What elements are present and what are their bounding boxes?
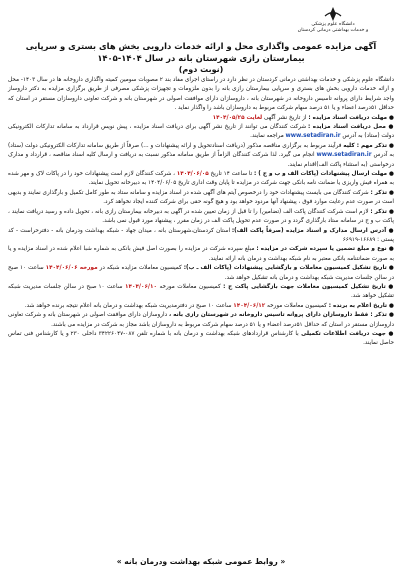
- logo-line-2: و خدمات بهداشتی درمانی کردستان: [297, 28, 369, 33]
- notice-item: [6, 283, 396, 302]
- item-text: کمیسیون معاملات مزایده شبکه در: [97, 265, 184, 272]
- notice-item: [6, 227, 396, 246]
- item-text: تا ساعت ۱۴ تاریخ: [208, 171, 255, 178]
- item-label: محل دریافت اسناد مزایده :: [307, 124, 386, 131]
- item-label: تاریخ اعلام به برنده :: [328, 302, 388, 309]
- bullet-icon: ●: [386, 265, 395, 272]
- item-text: کمیسیون معاملات مورخه: [265, 302, 329, 309]
- bullet-icon: ●: [385, 330, 395, 337]
- bullet-icon: ●: [386, 227, 394, 234]
- item-text: لازم است شرکت کنندگان پاکت الف (تضامین) را تا قبل از زمان تعیین شده در آگهی به دبیرخانه بیمارستان رازی بانه ، تحویل داده و رسید دریافت نمایند ، پاکت ب و ج در سامانه ستاد بارگذاری گردد و در صورت عدم تحویل پاکت الف در زمان مقرر ، پیشنهاد مورد قبول نمی باشد.: [8, 208, 394, 225]
- notice-intro: دانشگاه علوم پزشکی و خدمات بهداشتی درمانی کردستان در نظر دارد در راستای اجرای مفاد بند ۲ مصوبات سومین کمیته واگذاری داروخانه ها در سال ۱۴۰۳- محل و ارائه خدمات دارویی بخش های بستری و سرپایی بیمارستان رازی بانه را بدون ملزومات و تجهیزات پزشکی مصرفی از طریق برگزاری مزایده به دکتر داروساز واجد شرایط دارای پروانه تاسیس داروخانه در شهرستان بانه ، داروسازان دارای موافقت اصولی در شهرستان بانه و شرکت تعاونی داروسازان مستقر در استان که حداقل ۵۱درصد اعضاء و یا ۵۱ درصد سهام شرکت مربوط به داروسازان باشد را واگذار نماید .: [8, 77, 395, 112]
- bullet-icon: ●: [386, 246, 395, 253]
- item-extra: ساعت ۱۰ صبح در سالن جلسات مدیریت شبکه بهداشت و درمان بانه تشکیل خواهد شد.: [8, 265, 394, 281]
- item-highlight: لغایت ۱۴۰۴/۰۵/۲۵: [212, 114, 263, 121]
- item-label: آدرس ارسال مدارک و اسناد مزایده (صرفاً پاکت الف):: [231, 227, 387, 234]
- item-label: تاریخ تشکیل کمیسیون معاملات جهت بازگشایی پاکت ج :: [223, 283, 386, 290]
- item-text: مبلغ سپرده شرکت در مزایده را بصورت اصل فیش بانکی به شماره شبا اعلام شده در اسناد مزایده و یا به صورت ضمانتنامه بانکی معتبر به نام شبکه بهداشت و درمان بانه ارائه نمایند.: [8, 246, 394, 262]
- bullet-icon: ●: [386, 312, 394, 319]
- notice-item: [6, 264, 396, 283]
- notice-item: [6, 170, 396, 189]
- item-text: شرکت کنندگان می توانند از تاریخ نشر آگهی برای دریافت اسناد مزایده ، پیش نویس قرارداد به سامانه تدارکات الکترونیکی دولت (ستاد) به آدرس: [8, 124, 394, 140]
- item-label: تاریخ تشکیل کمیسیون معاملات و بازگشایی پیشنهادات (پاکات الف ـ ب):: [183, 265, 387, 272]
- university-logo: [278, 6, 388, 36]
- item-label: تذکر :: [370, 208, 387, 215]
- item-highlight: ۱۴۰۴/۰۶/۱۲: [233, 302, 266, 309]
- notice-item: [6, 123, 396, 142]
- notice-item: [6, 245, 396, 264]
- item-label: تذکر مهم : کلیه: [343, 142, 387, 149]
- notice-item: [6, 114, 396, 123]
- item-text: داروسازان دارای موافقت اصولی در شهرستان بانه و شرکت تعاونی داروسازان مستقر در استان که حداقل ۵۱درصد اعضاء و یا ۵۱ درصد سهام شرکت مربوط به داروسازان باشد مجاز به شرکت در مزایده می باشند.: [8, 312, 394, 328]
- item-highlight: www.setadiran.ir: [285, 133, 341, 140]
- item-text: شرکت کنندگان می بایست پیشنهادات خود را درخصوص آیتم های آگهی شده در اسناد مزایده و سامانه ستاد به طور کامل تکمیل و بارگذاری نمایند و بدیهی است در صورت عدم رعایت موارد فوق ، پیشنهاد آنها مردود خواهد بود و هیچ گونه حقی برای شرکت کننده ایجاد نخواهد کرد.: [7, 189, 394, 206]
- item-extra: انجام می گیرد. لذا شرکت کنندگان الزاماً از طریق سامانه مذکور نسبت به دریافت و ارسال کلیه اسناد مناقصه ، قرارداد و مدارک درخواستی (به استثناء پاکت الف)اقدام نمایند.: [8, 152, 394, 168]
- item-text: با کارشناس قراردادهای شبکه بهداشت و درمان بانه با شماره تلفن ۰۸۷-۳۴۲۲۶۰۴۷ داخلی ۲۳۰ و یا کارشناس فنی تماس حاصل نمایند.: [8, 330, 394, 347]
- university-emblem-icon: [322, 6, 344, 22]
- item-extra: مراجعه نمایند.: [250, 133, 286, 140]
- item-label: تذکر :: [370, 189, 388, 196]
- item-label: نوع و مبلغ تضمین یا سپرده شرکت در مزایده :: [256, 246, 387, 253]
- bullet-icon: ●: [387, 302, 394, 309]
- item-label: مهلت دریافت اسناد مزایده :: [308, 114, 388, 121]
- bullet-icon: ●: [387, 114, 394, 121]
- item-highlight: مورخه ۱۴۰۴/۰۶/۰۶: [45, 265, 98, 272]
- item-highlight: ۱۴۰۴/۰۶/۰۵: [176, 171, 209, 178]
- item-text: کمیسیون معاملات مورخه: [156, 283, 224, 290]
- bullet-icon: ●: [387, 189, 394, 196]
- notice-items: [6, 114, 396, 349]
- item-extra: ، شرکت کنندگان لازم است پیشنهادات خود را در پاکات لاک و مهر شده به همراه فیش واریزی یا ضمانت نامه بانکی جهت شرکت در مزایده تا پایان وقت اداری تاریخ ۱۴۰۴/۰۶/۰۵ به دبیرخانه تحویل نمایند.: [8, 171, 394, 187]
- item-highlight: ۱۴۰۴/۰۶/۱۰: [125, 283, 157, 290]
- item-extra: ساعت ۱۰ صبح در سالن جلسات مدیریت شبکه تشکیل خواهد شد.: [8, 283, 394, 300]
- item-extra: ساعت ۱۰ صبح در دفترمدیریت شبکه بهداشت و درمان بانه اعلام نتیجه برنده خواهد شد.: [24, 302, 234, 309]
- notice-header: [6, 4, 396, 38]
- notice-title: آگهی مزایده عمومی واگذاری محل و ارائه خدمات دارویی بخش های بستری و سرپایی بیمارستان رازی شهرستان بانه در سال ۱۴۰۴-۱۴۰۵: [25, 41, 377, 63]
- logo-line-1: دانشگاه علوم پزشکی: [311, 22, 355, 27]
- item-text: فرآیند مربوط به برگزاری مناقصه مذکور (دریافت اسنادتحویل و ارائه پیشنهادات و ...) صرفاً از طریق سامانه تدارکات الکترونیکی دولت (ستاد) به آدرس: [8, 142, 394, 159]
- item-highlight: www.setadiran.ir: [316, 152, 372, 159]
- bullet-icon: ●: [386, 142, 394, 149]
- notice-item: [6, 330, 396, 349]
- bullet-icon: ●: [385, 124, 394, 131]
- notice-round: (نوبت دوم): [178, 65, 224, 74]
- bullet-icon: ●: [387, 171, 394, 178]
- item-label: تذکر : فقط داروسازان دارای پروانه تاسیس داروخانه در شهرستان رازی بانه ،: [168, 312, 387, 319]
- notice-item: [6, 311, 396, 330]
- bullet-icon: ●: [386, 208, 394, 215]
- notice-item: [6, 302, 396, 311]
- notice-item: [6, 189, 396, 208]
- item-text: از تاریخ نشر آگهی: [262, 114, 309, 121]
- bullet-icon: ●: [385, 283, 395, 290]
- notice-footer: « روابط عمومی شبکه بهداشت ودرمان بانه »: [116, 557, 286, 566]
- item-label: مهلت ارسال پیشنهادات (پاکات الف و ب و ج ) :: [254, 171, 388, 178]
- item-text: استان کردستان،شهرستان بانه ، میدان جهاد - شبکه بهداشت ودرمان بانه - دفترحراست - کد پستی : ۱۶۶۸۹-۶۶۹۱۹: [8, 227, 394, 243]
- notice-item: [6, 142, 396, 170]
- notice-item: [6, 208, 396, 227]
- item-label: جهت دریافت اطلاعات تکمیلی: [301, 330, 386, 337]
